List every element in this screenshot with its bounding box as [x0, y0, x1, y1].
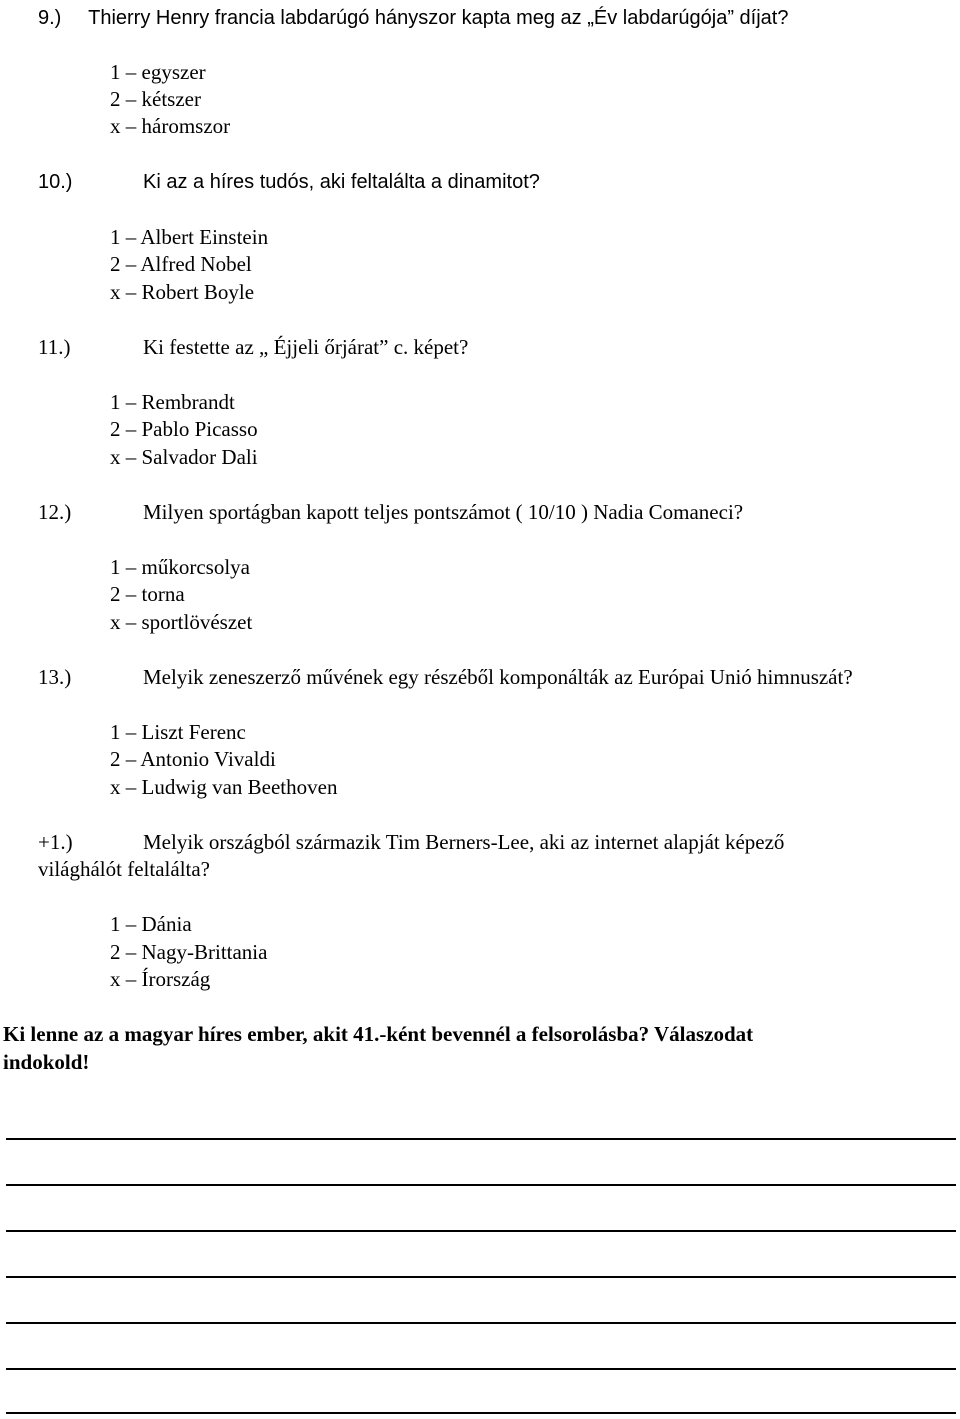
question-11-option-x: x – Salvador Dali — [110, 445, 258, 469]
question-9-option-1: 1 – egyszer — [110, 60, 206, 84]
question-12-number: 12.) — [38, 500, 72, 524]
question-10-option-2: 2 – Alfred Nobel — [110, 252, 252, 276]
answer-line[interactable] — [6, 1184, 956, 1186]
question-bonus-number: +1.) — [38, 830, 73, 854]
question-bonus-option-x: x – Írország — [110, 967, 211, 991]
question-11-option-2: 2 – Pablo Picasso — [110, 417, 258, 441]
question-bonus-option-2: 2 – Nagy-Brittania — [110, 940, 268, 964]
question-10-option-1: 1 – Albert Einstein — [110, 225, 269, 249]
question-12-option-2: 2 – torna — [110, 582, 185, 606]
answer-line[interactable] — [6, 1230, 956, 1232]
question-12-text: Milyen sportágban kapott teljes pontszámot ( 10/10 ) Nadia Comaneci? — [143, 500, 744, 524]
answer-line[interactable] — [6, 1412, 956, 1414]
question-12-option-x: x – sportlövészet — [110, 610, 253, 634]
answer-line[interactable] — [6, 1322, 956, 1324]
question-9 — [38, 6, 788, 30]
final-question-line2: indokold! — [3, 1050, 90, 1074]
question-10-number: 10.) — [38, 171, 73, 193]
question-11-text: Ki festette az „ Éjjeli őrjárat” c. képet? — [143, 335, 469, 359]
answer-line[interactable] — [6, 1368, 956, 1370]
question-13-number: 13.) — [38, 665, 72, 689]
answer-line[interactable] — [6, 1276, 956, 1278]
question-bonus-option-1: 1 – Dánia — [110, 912, 192, 936]
question-10-option-x: x – Robert Boyle — [110, 280, 255, 304]
question-9-text: Thierry Henry francia labdarúgó hányszor kapta meg az „Év labdarúgója” díjat? — [88, 7, 789, 29]
question-11-option-1: 1 – Rembrandt — [110, 390, 235, 414]
answer-line[interactable] — [6, 1138, 956, 1140]
question-13-text: Melyik zeneszerző művének egy részéből komponálták az Európai Unió himnuszát? — [143, 665, 853, 689]
question-bonus-text-line1: Melyik országból származik Tim Berners-Lee, aki az internet alapját képező — [143, 830, 785, 854]
final-question-line1: Ki lenne az a magyar híres ember, akit 41.-ként bevennél a felsorolásba? Válaszodat — [3, 1022, 754, 1046]
question-11-number: 11.) — [38, 335, 71, 359]
question-9-option-x: x – háromszor — [110, 114, 231, 138]
question-13-option-x: x – Ludwig van Beethoven — [110, 775, 338, 799]
question-13-option-1: 1 – Liszt Ferenc — [110, 720, 246, 744]
question-9-number: 9.) — [38, 7, 62, 29]
question-13-option-2: 2 – Antonio Vivaldi — [110, 747, 276, 771]
question-12-option-1: 1 – műkorcsolya — [110, 555, 250, 579]
question-10-text: Ki az a híres tudós, aki feltalálta a dinamitot? — [143, 171, 540, 193]
question-9-option-2: 2 – kétszer — [110, 87, 201, 111]
question-bonus-text-line2: világhálót feltalálta? — [38, 857, 210, 881]
